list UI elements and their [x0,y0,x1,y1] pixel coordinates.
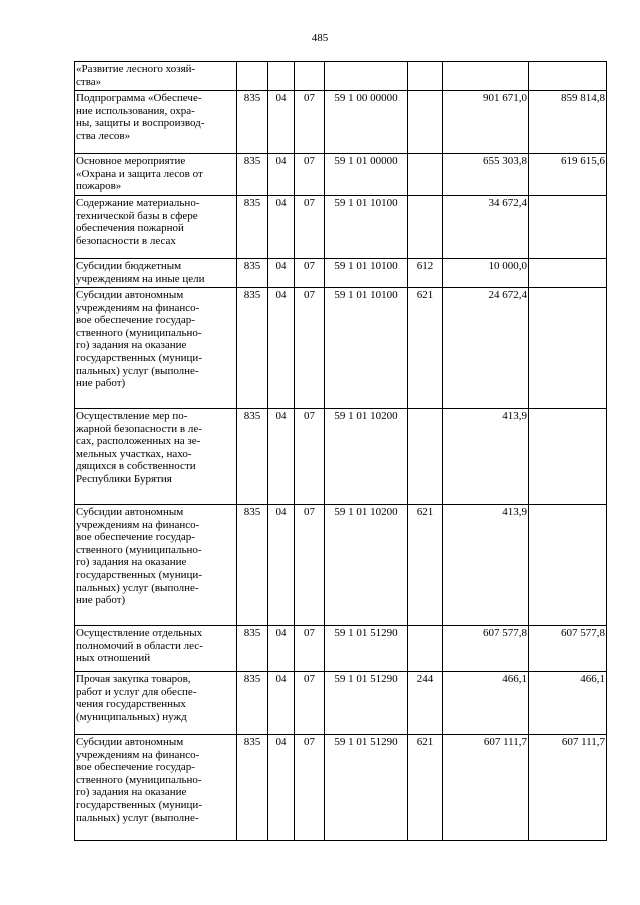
expense-type-text: 621 [416,736,434,748]
subsection-cell [295,626,325,672]
grbs-cell [237,409,268,505]
target-article-text: 59 1 01 10100 [334,197,398,209]
grbs-cell [237,259,268,288]
subsection-text: 07 [304,92,315,104]
grbs-cell [237,288,268,409]
section-cell [268,735,295,841]
amount-cell-1 [443,259,529,288]
row-name-cell [75,259,237,288]
row-name-cell [75,409,237,505]
subsection-cell [295,196,325,259]
amount-text-2: 607 577,8 [561,627,605,639]
amount-text-1: 413,9 [502,410,527,422]
section-cell [268,154,295,196]
row-name-text: Осуществление мер по- жарной безопасности в ле- сах, расположенных на зе- мельных участках, нахо- дящихся в собственности Республики Бурятия [76,410,202,485]
grbs-text: 835 [243,410,261,422]
amount-text-1: 607 111,7 [483,736,527,748]
expense-type-cell [408,288,443,409]
table-row [75,505,607,626]
row-name-cell [75,196,237,259]
subsection-cell [295,409,325,505]
row-name-text: Подпрограмма «Обеспече- ние использования, охра- ны, защиты и воспроизвод- ства лесов» [76,92,205,142]
subsection-text: 07 [304,736,315,748]
amount-cell-1 [443,288,529,409]
budget-table [74,61,607,841]
row-name-text: Субсидии автономным учреждениям на финансо- вое обеспечение государ- ственного (муниципально- го) задания на оказание государственных (муници- пальных) услуг (выполне- [76,736,202,824]
amount-cell-1 [443,735,529,841]
amount-text-1: 901 671,0 [483,92,527,104]
section-cell [268,259,295,288]
target-article-text: 59 1 01 00000 [334,155,398,167]
row-name-text: «Развитие лесного хозяй- ства» [76,63,196,88]
target-article-cell [325,62,408,91]
expense-type-cell [408,91,443,154]
grbs-cell [237,91,268,154]
section-text: 04 [275,673,287,685]
section-text: 04 [275,736,287,748]
target-article-text: 59 1 01 10100 [334,289,398,301]
amount-text-1: 34 672,4 [488,197,527,209]
amount-cell-1 [443,409,529,505]
target-article-text: 59 1 01 10200 [334,410,398,422]
subsection-text: 07 [304,627,315,639]
amount-cell-2 [529,288,607,409]
subsection-text: 07 [304,506,315,518]
expense-type-cell [408,259,443,288]
amount-text-1: 24 672,4 [488,289,527,301]
row-name-text: Субсидии автономным учреждениям на финансо- вое обеспечение государ- ственного (муниципально- го) задания на оказание государственных (муници- пальных) услуг (выполне- ние работ) [76,506,202,607]
expense-type-text: 612 [416,260,434,272]
subsection-text: 07 [304,155,315,167]
expense-type-cell [408,196,443,259]
subsection-cell [295,735,325,841]
grbs-text: 835 [243,260,261,272]
subsection-cell [295,259,325,288]
subsection-cell [295,672,325,735]
amount-cell-2 [529,409,607,505]
expense-type-cell [408,735,443,841]
row-name-text: Основное мероприятие «Охрана и защита лесов от пожаров» [76,155,203,193]
row-name-text: Субсидии бюджетным учреждениям на иные цели [76,260,205,285]
subsection-text: 07 [304,673,315,685]
amount-text-2: 466,1 [580,673,605,685]
amount-cell-1 [443,672,529,735]
row-name-cell [75,288,237,409]
section-text: 04 [275,92,287,104]
amount-cell-2 [529,735,607,841]
section-cell [268,505,295,626]
amount-cell-1 [443,196,529,259]
target-article-cell [325,672,408,735]
row-name-cell [75,672,237,735]
target-article-cell [325,91,408,154]
section-text: 04 [275,627,287,639]
target-article-cell [325,409,408,505]
expense-type-text: 244 [416,673,434,685]
grbs-cell [237,735,268,841]
grbs-text: 835 [243,627,261,639]
table-row [75,91,607,154]
table-row [75,409,607,505]
amount-text-2: 607 111,7 [561,736,605,748]
target-article-cell [325,154,408,196]
subsection-text: 07 [304,410,315,422]
section-text: 04 [275,289,287,301]
row-name-cell [75,735,237,841]
grbs-cell [237,626,268,672]
grbs-cell [237,62,268,91]
amount-text-1: 607 577,8 [483,627,527,639]
expense-type-cell [408,626,443,672]
row-name-cell [75,505,237,626]
section-cell [268,62,295,91]
amount-text-1: 10 000,0 [488,260,527,272]
amount-cell-2 [529,259,607,288]
table-row [75,62,607,91]
row-name-cell [75,62,237,91]
target-article-text: 59 1 01 51290 [334,673,398,685]
section-cell [268,409,295,505]
expense-type-cell [408,154,443,196]
grbs-text: 835 [243,506,261,518]
section-text: 04 [275,410,287,422]
row-name-text: Субсидии автономным учреждениям на финансо- вое обеспечение государ- ственного (муниципально- го) задания на оказание государственных (муници- пальных) услуг (выполне- ние работ) [76,289,202,390]
amount-cell-2 [529,505,607,626]
amount-cell-2 [529,672,607,735]
row-name-cell [75,626,237,672]
grbs-text: 835 [243,92,261,104]
section-text: 04 [275,260,287,272]
expense-type-text: 621 [416,289,434,301]
target-article-text: 59 1 01 51290 [334,736,398,748]
table-row [75,259,607,288]
amount-text-1: 413,9 [502,506,527,518]
expense-type-cell [408,62,443,91]
grbs-cell [237,672,268,735]
grbs-cell [237,505,268,626]
target-article-cell [325,505,408,626]
table-row [75,196,607,259]
section-text: 04 [275,197,287,209]
amount-cell-2 [529,196,607,259]
table-row [75,626,607,672]
grbs-cell [237,154,268,196]
subsection-cell [295,62,325,91]
subsection-cell [295,288,325,409]
expense-type-cell [408,505,443,626]
amount-text-1: 466,1 [502,673,527,685]
expense-type-cell [408,409,443,505]
grbs-text: 835 [243,673,261,685]
subsection-text: 07 [304,197,315,209]
amount-cell-1 [443,626,529,672]
table-row [75,288,607,409]
grbs-text: 835 [243,736,261,748]
grbs-cell [237,196,268,259]
row-name-text: Прочая закупка товаров, работ и услуг для обеспе- чения государственных (муниципальных) нужд [76,673,197,723]
subsection-text: 07 [304,289,315,301]
table-row [75,672,607,735]
table-row [75,154,607,196]
amount-cell-1 [443,505,529,626]
table-body [75,62,607,841]
section-cell [268,672,295,735]
target-article-cell [325,259,408,288]
amount-cell-2 [529,62,607,91]
page-number: 485 [311,32,329,44]
section-cell [268,288,295,409]
amount-cell-1 [443,154,529,196]
subsection-cell [295,91,325,154]
expense-type-text: 621 [416,506,434,518]
amount-cell-2 [529,91,607,154]
target-article-cell [325,196,408,259]
row-name-text: Осуществление отдельных полномочий в области лес- ных отношений [76,627,203,665]
grbs-text: 835 [243,289,261,301]
section-text: 04 [275,506,287,518]
target-article-text: 59 1 01 10100 [334,260,398,272]
grbs-text: 835 [243,155,261,167]
expense-type-cell [408,672,443,735]
amount-text-2: 859 814,8 [561,92,605,104]
amount-cell-1 [443,91,529,154]
section-cell [268,91,295,154]
section-cell [268,196,295,259]
target-article-text: 59 1 01 10200 [334,506,398,518]
amount-cell-2 [529,626,607,672]
target-article-text: 59 1 00 00000 [334,92,398,104]
amount-cell-2 [529,154,607,196]
row-name-cell [75,91,237,154]
subsection-cell [295,154,325,196]
subsection-cell [295,505,325,626]
row-name-cell [75,154,237,196]
subsection-text: 07 [304,260,315,272]
target-article-cell [325,735,408,841]
row-name-text: Содержание материально- технической базы в сфере обеспечения пожарной безопасности в лесах [76,197,200,247]
grbs-text: 835 [243,197,261,209]
target-article-cell [325,288,408,409]
table-row [75,735,607,841]
amount-text-1: 655 303,8 [483,155,527,167]
target-article-cell [325,626,408,672]
amount-text-2: 619 615,6 [561,155,605,167]
section-cell [268,626,295,672]
section-text: 04 [275,155,287,167]
target-article-text: 59 1 01 51290 [334,627,398,639]
amount-cell-1 [443,62,529,91]
